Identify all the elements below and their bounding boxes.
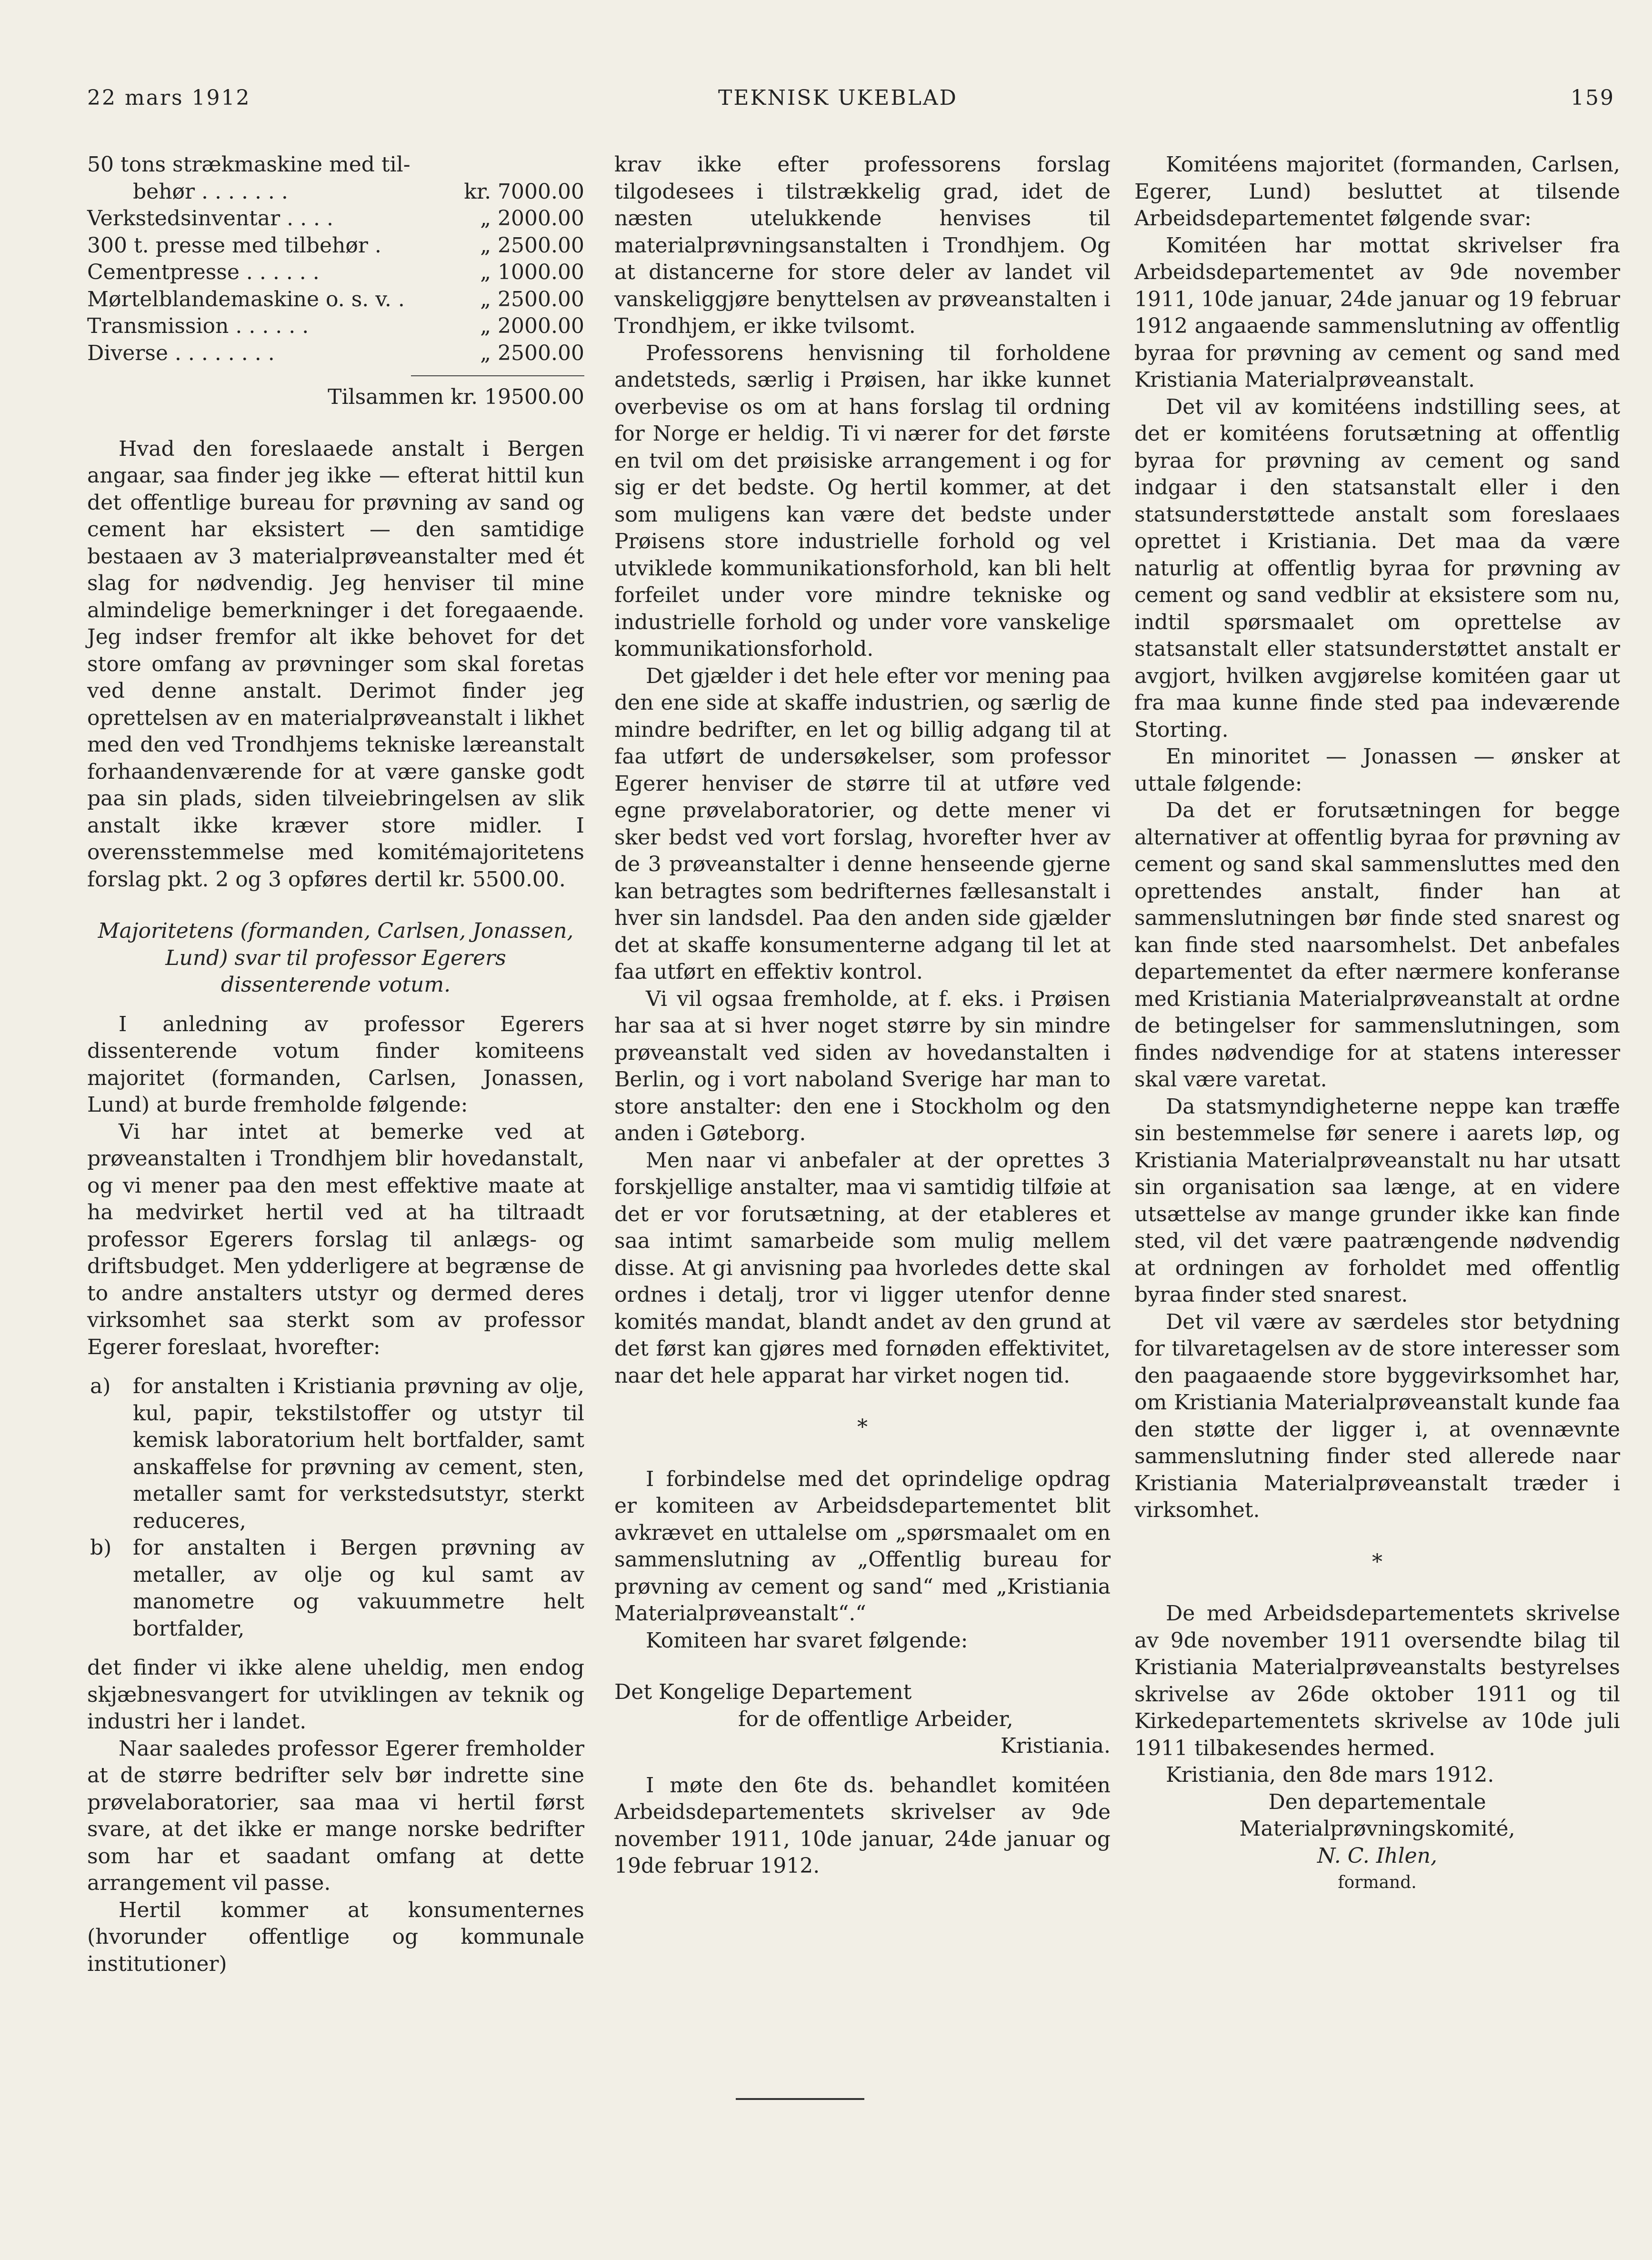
paragraph: Men naar vi anbefaler at der oprettes 3 forskjellige anstalter, maa vi samtidig tilføie at det er vor forutsætning, at der etableres et saa intimt samarbeide som mulig mellem disse. At gi anvisning paa hvorledes dette skal ordnes i detalj, tror vi ligger utenfor denne komités mandat, blandt andet av den grund at det først kan gjøres med fornøden effektivitet, naar det hele apparat har virket nogen tid.	[614, 1148, 1111, 1388]
table-row: Cementpresse . . . . . . „ 1000.00	[87, 260, 584, 284]
cost-table	[87, 151, 584, 411]
header-journal-title: TEKNISK UKEBLAD	[718, 86, 958, 110]
table-row: Verkstedsinventar . . . . „ 2000.00	[87, 206, 584, 231]
section-heading: Majoritetens (formanden, Carlsen, Jonassen, Lund) svar til professor Egerers dissenterende votum.	[98, 919, 574, 997]
paragraph: I anledning av professor Egerers dissenterende votum finder komiteens majoritet (formanden, Carlsen, Jonassen, Lund) at burde fremholde følgende:	[87, 1012, 584, 1117]
place-date: Kristiania, den 8de mars 1912.	[1166, 1763, 1494, 1787]
paragraph: Da det er forutsætningen for begge alternativer at offentlig byraa for prøvning av cement og sand skal sammensluttes med den oprettendes anstalt, finder han at sammenslutningen bør finde sted snarest og kan finde sted naarsomhelst. Det anbefales departementet da efter nærmere konferanse med Kristiania Materialprøveanstalt at ordne de betingelser for sammenslutningen, som findes nødvendige for at statens interesser skal være varetat.	[1134, 798, 1620, 1092]
address-line: Det Kongelige Departement	[614, 1680, 912, 1704]
list-text: for anstalten i Bergen prøvning av metaller, av olje og kul samt av manometre og vakuummetre helt bortfalder,	[133, 1536, 584, 1641]
total-rule	[411, 375, 584, 376]
paragraph: det finder vi ikke alene uheldig, men endog skjæbnesvangert for utviklingen av teknik og industri her i landet.	[87, 1656, 584, 1734]
paragraph: Da statsmyndigheterne neppe kan træffe sin bestemmelse før senere i aarets løp, og Kristiania Materialprøveanstalt nu har utsatt sin organisation saa længe, at en videre utsættelse av mange grunder ikke kan finde sted, vil det være paatrængende nødvendig at ordningen av forholdet med offentlig byraa finder sted snarest.	[1134, 1094, 1620, 1307]
table-row: behør . . . . . . . kr. 7000.00	[133, 179, 584, 204]
header-page-number: 159	[1571, 86, 1615, 110]
paragraph: I forbindelse med det oprindelige opdrag er komiteen av Arbeidsdepartementet blit avkrævet en uttalelse om „spørsmaalet om en sammenslutning av „Offentlig bureau for prøvning av cement og sand“ med „Kristiania Materialprøveanstalt“.“	[614, 1466, 1111, 1626]
paragraph: De med Arbeidsdepartementets skrivelse av 9de november 1911 oversendte bilag til Kristiania Materialprøveanstalts bestyrelses skrivelse av 26de oktober 1911 og til Kirkedepartementets skrivelse av 10de juli 1911 tilbakesendes hermed.	[1134, 1601, 1620, 1760]
column-right	[1134, 151, 1620, 1897]
address-line: Kristiania.	[1000, 1734, 1111, 1758]
paragraph: Hvad den foreslaaede anstalt i Bergen angaar, saa finder jeg ikke — efterat hittil kun det offentlige bureau for prøvning av sand og cement har eksistert — den samtidige bestaaen av 3 materialprøveanstalter med ét slag for nødvendig. Jeg henviser til mine almindelige bemerkninger i det foregaaende. Jeg indser fremfor alt ikke behovet for det store omfang av prøvninger som skal foretas ved denne anstalt. Derimot finder jeg oprettelsen av en materialprøveanstalt i likhet med den ved Trondhjems tekniske læreanstalt forhaandenværende for at være ganske godt paa sin plads, siden tilveiebringelsen av slik anstalt ikke kræver store midler. I overensstemmelse med komitémajoritetens forslag pkt. 2 og 3 opføres dertil kr. 5500.00.	[87, 436, 584, 892]
table-row: Mørtelblandemaskine o. s. v. . „ 2500.00	[87, 287, 584, 311]
table-row: 300 t. presse med tilbehør . „ 2500.00	[87, 233, 584, 258]
paragraph: Det gjælder i det hele efter vor mening paa den ene side at skaffe industrien, og særlig de mindre bedrifter, en let og billig adgang til at faa utført de undersøkelser, som professor Egerer henviser de større til at utføre ved egne prøvelaboratorier, og dette mener vi sker bedst ved vort forslag, hvorefter hver av de 3 prøveanstalter i denne henseende gjerne kan betragtes som bedrifternes fællesanstalt i hver sin landsdel. Paa den anden side gjælder det at skaffe konsumenterne adgang til let at faa utført en effektiv kontrol.	[614, 663, 1111, 984]
paragraph: Komiteen har svaret følgende:	[646, 1628, 968, 1653]
table-total: Tilsammen kr. 19500.00	[328, 385, 584, 409]
address-line: for de offentlige Arbeider,	[738, 1707, 1013, 1731]
section-separator: *	[857, 1415, 868, 1439]
signature-title: formand.	[1338, 1873, 1417, 1892]
paragraph: Komitéens majoritet (formanden, Carlsen, Egerer, Lund) besluttet at tilsende Arbeidsdepartementet følgende svar:	[1134, 152, 1620, 231]
list-item	[87, 1373, 584, 1535]
signature: N. C. Ihlen,	[1317, 1843, 1437, 1868]
paragraph: Hertil kommer at konsumenternes (hvorunder offentlige og kommunale institutioner)	[87, 1898, 584, 1976]
paragraph: Komitéen har mottat skrivelser fra Arbeidsdepartementet av 9de november 1911, 10de januar, 24de januar og 19 februar 1912 angaaende sammenslutning av offentlig byraa for prøvning av cement og sand med Kristiania Materialprøveanstalt.	[1134, 233, 1620, 392]
header-date: 22 mars 1912	[87, 86, 251, 110]
table-row: Transmission . . . . . . „ 2000.00	[87, 314, 584, 338]
paragraph: Det vil av komitéens indstilling sees, at det er komitéens forutsætning at offentlig byraa for prøvning av cement og sand indgaar i den statsanstalt eller i den statsunderstøttede anstalt som foreslaaes oprettet i Kristiania. Det maa da være naturlig at offentlig byraa for prøvning av cement og sand vedblir at eksistere som nu, indtil spørsmaalet om oprettelse av statsanstalt eller statsunderstøttet anstalt er avgjort, hvilken avgjørelse komitéen gaar ut fra maa kunne finde sted paa indeværende Storting.	[1134, 394, 1620, 742]
committee-name: Den departementale Materialprøvningskomité,	[1239, 1789, 1515, 1841]
paragraph: En minoritet — Jonassen — ønsker at uttale følgende:	[1134, 744, 1620, 796]
footer-rule	[736, 2098, 864, 2100]
list-item	[87, 1535, 584, 1642]
paragraph: Vi vil ogsaa fremholde, at f. eks. i Prøisen har saa at si hver noget større by sin mindre prøveanstalt ved siden av hovedanstalten i Berlin, og i vort naboland Sverige har man to store anstalter: den ene i Stockholm og den anden i Gøteborg.	[614, 986, 1111, 1145]
column-left	[87, 151, 584, 1978]
list-text: for anstalten i Kristiania prøvning av olje, kul, papir, tekstilstoffer og utstyr til kemisk laboratorium helt bortfalder, samt anskaffelse for prøvning av cement, sten, metaller samt for verkstedsutstyr, sterkt reduceres,	[133, 1374, 584, 1533]
list-marker: b)	[90, 1536, 112, 1560]
column-middle	[614, 151, 1111, 1880]
paragraph: Professorens henvisning til forholdene andetsteds, særlig i Prøisen, har ikke kunnet overbevise os om at hans forslag til ordning for Norge er heldig. Ti vi nærer for det første en tvil om det prøisiske arrangement i og for sig er det bedste. Og hertil kommer, at det som muligens kan være det bedste under Prøisens store industrielle forhold og vel utviklede kommunikationsforhold, kan bli helt forfeilet under vore mindre tekniske og industrielle forhold og under vore vanskelige kommunikationsforhold.	[614, 341, 1111, 661]
section-separator: *	[1372, 1549, 1382, 1574]
paragraph: Naar saaledes professor Egerer fremholder at de større bedrifter selv bør indrette sine prøvelaboratorier, saa maa vi hertil først svare, at det ikke er mange norske bedrifter som har et saadant omfang at dette arrangement vil passe.	[87, 1736, 584, 1895]
paragraph: I møte den 6te ds. behandlet komitéen Arbeidsdepartementets skrivelser av 9de november 1911, 10de januar, 24de januar og 19de februar 1912.	[614, 1773, 1111, 1878]
paragraph: Vi har intet at bemerke ved at prøveanstalten i Trondhjem blir hovedanstalt, og vi mener paa den mest effektive maate at ha medvirket hertil ved at ha tiltraadt professor Egerers forslag til anlægs- og driftsbudget. Men ydderligere at begrænse de to andre anstalters utstyr og dermed deres virksomhet saa sterkt som av professor Egerer foreslaat, hvorefter:	[87, 1119, 584, 1359]
paragraph: krav ikke efter professorens forslag tilgodesees i tilstrækkelig grad, idet de næsten utelukkende henvises til materialprøvningsanstalten i Trondhjem. Og at distancerne for store deler av landet vil vanskeliggjøre benyttelsen av prøveanstalten i Trondhjem, er ikke tvilsomt.	[614, 152, 1111, 338]
paragraph: Det vil være av særdeles stor betydning for tilvaretagelsen av de store interesser som den paagaaende store byggevirksomhet har, om Kristiania Materialprøveanstalt kunde faa den støtte der ligger i, at ovennævnte sammenslutning finder sted allerede naar Kristiania Materialprøveanstalt træder i virksomhet.	[1134, 1309, 1620, 1522]
table-row: Diverse . . . . . . . . „ 2500.00	[87, 341, 584, 365]
list-marker: a)	[90, 1374, 111, 1398]
table-row: 50 tons strækmaskine med til-	[87, 152, 410, 177]
